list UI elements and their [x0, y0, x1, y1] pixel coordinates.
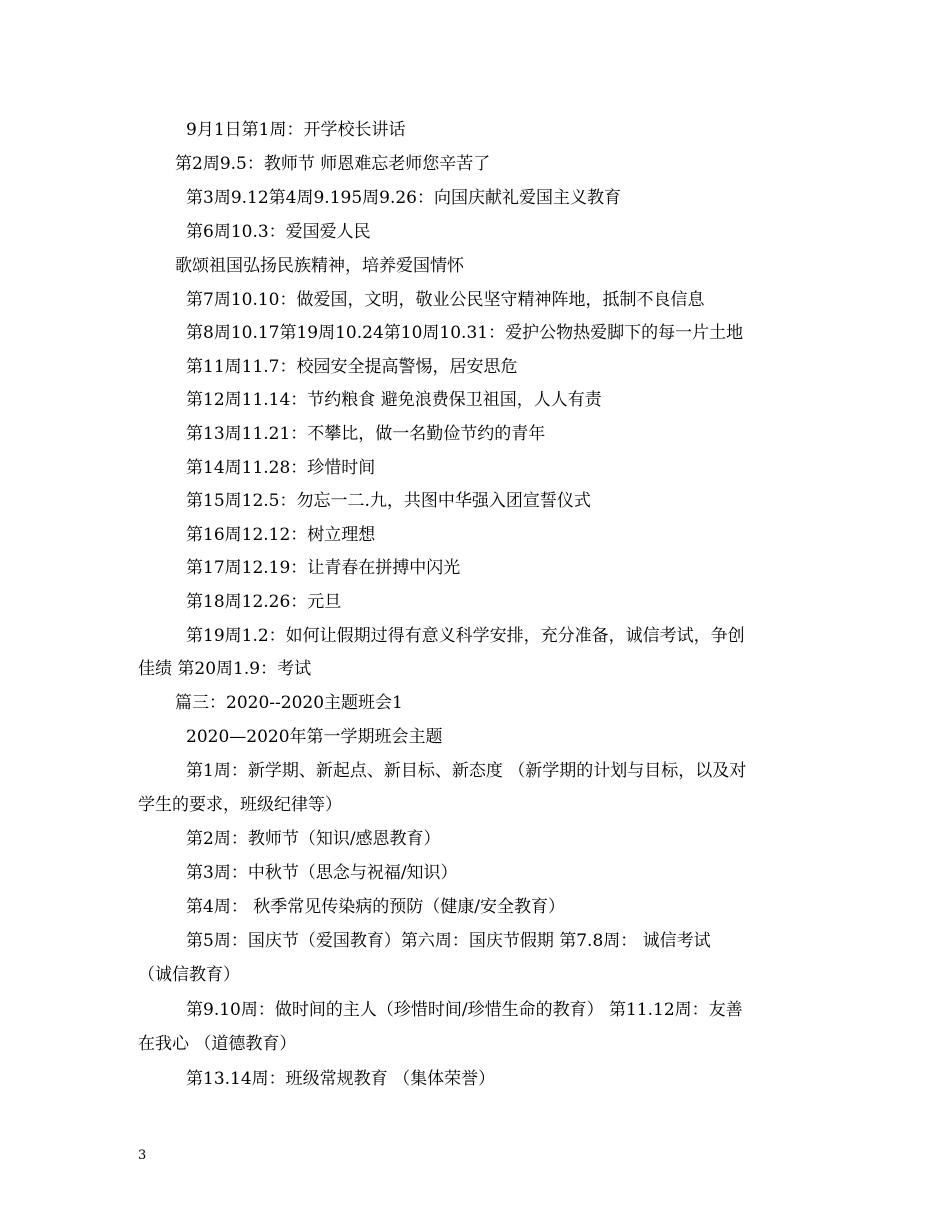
- text-line: 第2周：教师节（知识/感恩教育）: [186, 829, 441, 849]
- page-number: 3: [138, 1148, 147, 1163]
- text-line: 学生的要求，班级纪律等）: [138, 795, 342, 815]
- text-line: 第15周12.5：勿忘一二.九，共图中华强入团宣誓仪式: [186, 491, 591, 511]
- text-line: 2020—2020年第一学期班会主题: [186, 727, 443, 747]
- text-line: 第9.10周：做时间的主人（珍惜时间/珍惜生命的教育） 第11.12周：友善: [186, 1000, 743, 1020]
- text-line: 第12周11.14：节约粮食 避免浪费保卫祖国，人人有责: [186, 390, 602, 410]
- text-line: （诚信教育）: [138, 965, 240, 985]
- text-line: 第7周10.10：做爱国，文明，敬业公民坚守精神阵地，抵制不良信息: [186, 290, 705, 310]
- text-line: 第2周9.5：教师节 师恩难忘老师您辛苦了: [175, 154, 491, 174]
- text-line: 第8周10.17第19周10.24第10周10.31：爱护公物热爱脚下的每一片土地: [186, 323, 744, 343]
- text-line: 第3周：中秋节（思念与祝福/知识）: [186, 863, 458, 883]
- text-line: 第14周11.28：珍惜时间: [186, 458, 376, 478]
- text-line: 第18周12.26：元旦: [186, 592, 342, 612]
- text-line: 在我心 （道德教育）: [138, 1034, 297, 1054]
- text-line: 第16周12.12：树立理想: [186, 525, 376, 545]
- text-line: 第6周10.3：爱国爱人民: [186, 222, 371, 242]
- text-line: 篇三：2020--2020主题班会1: [175, 693, 403, 713]
- text-line: 第1周：新学期、新起点、新目标、新态度 （新学期的计划与目标，以及对: [186, 761, 747, 781]
- text-line: 第5周：国庆节（爱国教育）第六周：国庆节假期 第7.8周： 诚信考试: [186, 931, 711, 951]
- text-line: 佳绩 第20周1.9：考试: [138, 659, 312, 679]
- text-line: 第11周11.7：校园安全提高警惕，居安思危: [186, 357, 518, 377]
- text-line: 第3周9.12第4周9.195周9.26：向国庆献礼爱国主义教育: [186, 188, 622, 208]
- text-line: 歌颂祖国弘扬民族精神，培养爱国情怀: [175, 256, 464, 276]
- text-line: 第19周1.2：如何让假期过得有意义科学安排，充分准备，诚信考试，争创: [186, 626, 745, 646]
- text-line: 第13周11.21：不攀比，做一名勤俭节约的青年: [186, 424, 546, 444]
- text-line: 9月1日第1周：开学校长讲话: [186, 120, 406, 140]
- text-line: 第17周12.19：让青春在拼搏中闪光: [186, 558, 461, 578]
- text-line: 第13.14周：班级常规教育 （集体荣誉）: [186, 1069, 496, 1089]
- text-line: 第4周： 秋季常见传染病的预防（健康/安全教育）: [186, 897, 565, 917]
